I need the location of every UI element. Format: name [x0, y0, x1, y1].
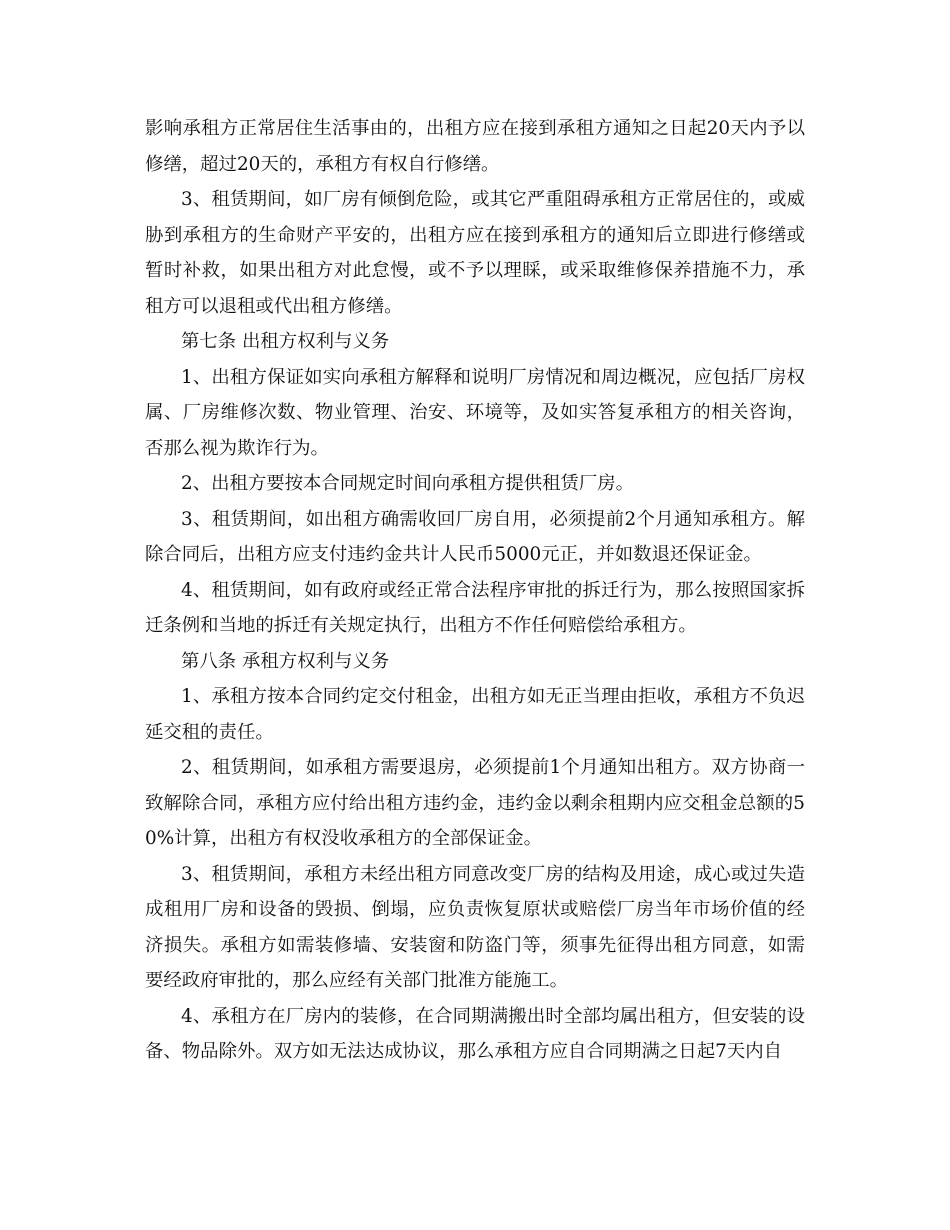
article-7-item-2: 2、出租方要按本合同规定时间向承租方提供租赁厂房。 [181, 473, 635, 494]
article-8-heading: 第八条 承租方权利与义务 [181, 650, 390, 672]
article-7-item-1: 1、出租方保证如实向承租方解释和说明厂房情况和周边概况，应包括厂房权属、厂房维修次数、物业管理、治安、环境等，及如实答复承租方的相关咨询，否那么视为欺诈行为。 [145, 366, 805, 459]
article-8-item-2: 2、租赁期间，如承租方需要退房，必须提前1个月通知出租方。双方协商一致解除合同，承租方应付给出租方违约金，违约金以剩余租期内应交租金总额的50%计算，出租方有权没收承租方的全部保证金。 [145, 757, 805, 849]
document-body [145, 111, 805, 1070]
article-7-heading: 第七条 出租方权利与义务 [181, 331, 390, 352]
article-7-item-3: 3、租赁期间，如出租方确需收回厂房自用，必须提前2个月通知承租方。解除合同后，出租方应支付违约金共计人民币5000元正，并如数退还保证金。 [145, 508, 805, 565]
paragraph-continuation: 影响承租方正常居住生活事由的，出租方应在接到承租方通知之日起20天内予以修缮，超过20天的，承租方有权自行修缮。 [145, 118, 805, 175]
article-7-item-4: 4、租赁期间，如有政府或经正常合法程序审批的拆迁行为，那么按照国家拆迁条例和当地的拆迁有关规定执行，出租方不作任何赔偿给承租方。 [145, 579, 805, 636]
article-8-item-3: 3、租赁期间，承租方未经出租方同意改变厂房的结构及用途，成心或过失造成租用厂房和设备的毁损、倒塌，应负责恢复原状或赔偿厂房当年市场价值的经济损失。承租方如需装修墙、安装窗和防盗门等，须事先征得出租方同意，如需要经政府审批的，那么应经有关部门批准方能施工。 [145, 863, 805, 991]
article-8-item-4: 4、承租方在厂房内的装修，在合同期满搬出时全部均属出租方，但安装的设备、物品除外。双方如无法达成协议，那么承租方应自合同期满之日起7天内自 [145, 1005, 805, 1062]
clause-6-item-3: 3、租赁期间，如厂房有倾倒危险，或其它严重阻碍承租方正常居住的，或威胁到承租方的生命财产平安的，出租方应在接到承租方的通知后立即进行修缮或暂时补救，如果出租方对此怠慢，或不予以理睬，或采取维修保养措施不力，承租方可以退租或代出租方修缮。 [145, 189, 805, 317]
article-8-item-1: 1、承租方按本合同约定交付租金，出租方如无正当理由拒收，承租方不负迟延交租的责任。 [145, 686, 805, 743]
